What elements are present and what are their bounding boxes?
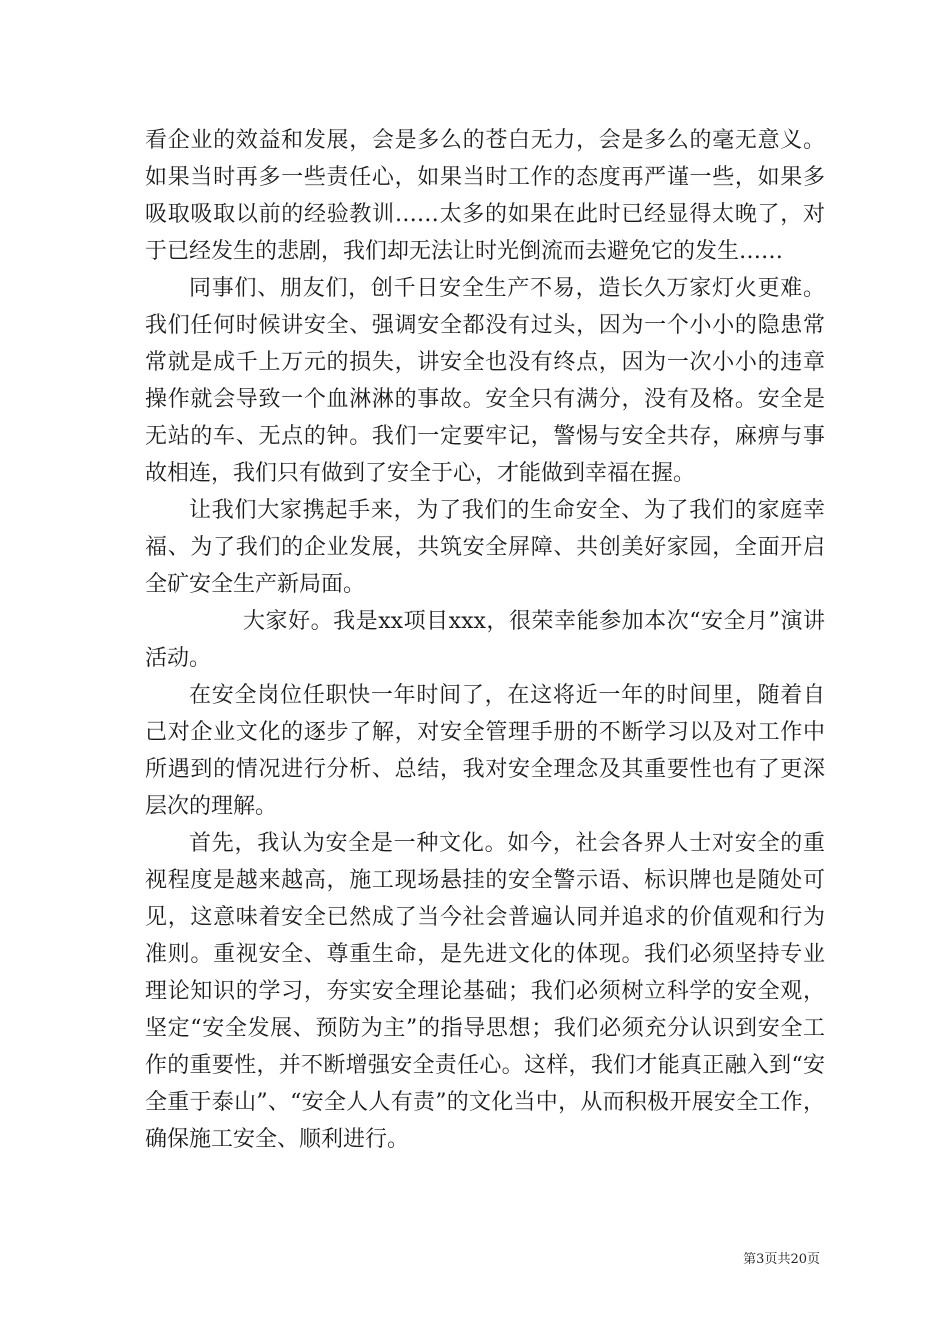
paragraph-greeting: 大家好。我是xx项目xxx，很荣幸能参加本次“安全月”演讲活动。 [145, 609, 825, 671]
page-number: 第3页共20页 [743, 1252, 820, 1267]
paragraph-experience: 在安全岗位任职快一年时间了，在这将近一年的时间里，随着自己对企业文化的逐步了解，对安全管理手册的不断学习以及对工作中所遇到的情况进行分析、总结，我对安全理念及其重要性也有了更深层次的理解。 [145, 683, 825, 819]
paragraph-call-to-action: 让我们大家携起手来，为了我们的生命安全、为了我们的家庭幸福、为了我们的企业发展，共筑安全屏障、共创美好家园，全面开启全矿安全生产新局面。 [145, 498, 825, 597]
document-body [145, 122, 825, 1158]
paragraph-safety-importance: 同事们、朋友们，创千日安全生产不易，造长久万家灯火更难。我们任何时候讲安全、强调安全都没有过头，因为一个小小的隐患常常就是成千上万元的损失，讲安全也没有终点，因为一次小小的违章操作就会导致一个血淋淋的事故。安全只有满分，没有及格。安全是无站的车、无点的钟。我们一定要牢记，警惕与安全共存，麻痹与事故相连，我们只有做到了安全于心，才能做到幸福在握。 [145, 276, 825, 486]
paragraph-safety-culture: 首先，我认为安全是一种文化。如今，社会各界人士对安全的重视程度是越来越高，施工现场悬挂的安全警示语、标识牌也是随处可见，这意味着安全已然成了当今社会普遍认同并追求的价值观和行为准则。重视安全、尊重生命，是先进文化的体现。我们必须坚持专业理论知识的学习，夯实安全理论基础；我们必须树立科学的安全观，坚定“安全发展、预防为主”的指导思想；我们必须充分认识到安全工作的重要性，并不断增强安全责任心。这样，我们才能真正融入到“安全重于泰山”、“安全人人有责”的文化当中，从而积极开展安全工作，确保施工安全、顺利进行。 [145, 831, 825, 1152]
paragraph-continuation: 看企业的效益和发展，会是多么的苍白无力，会是多么的毫无意义。如果当时再多一些责任心，如果当时工作的态度再严谨一些，如果多吸取吸取以前的经验教训……太多的如果在此时已经显得太晚了，对于已经发生的悲剧，我们却无法让时光倒流而去避免它的发生…… [145, 128, 825, 264]
